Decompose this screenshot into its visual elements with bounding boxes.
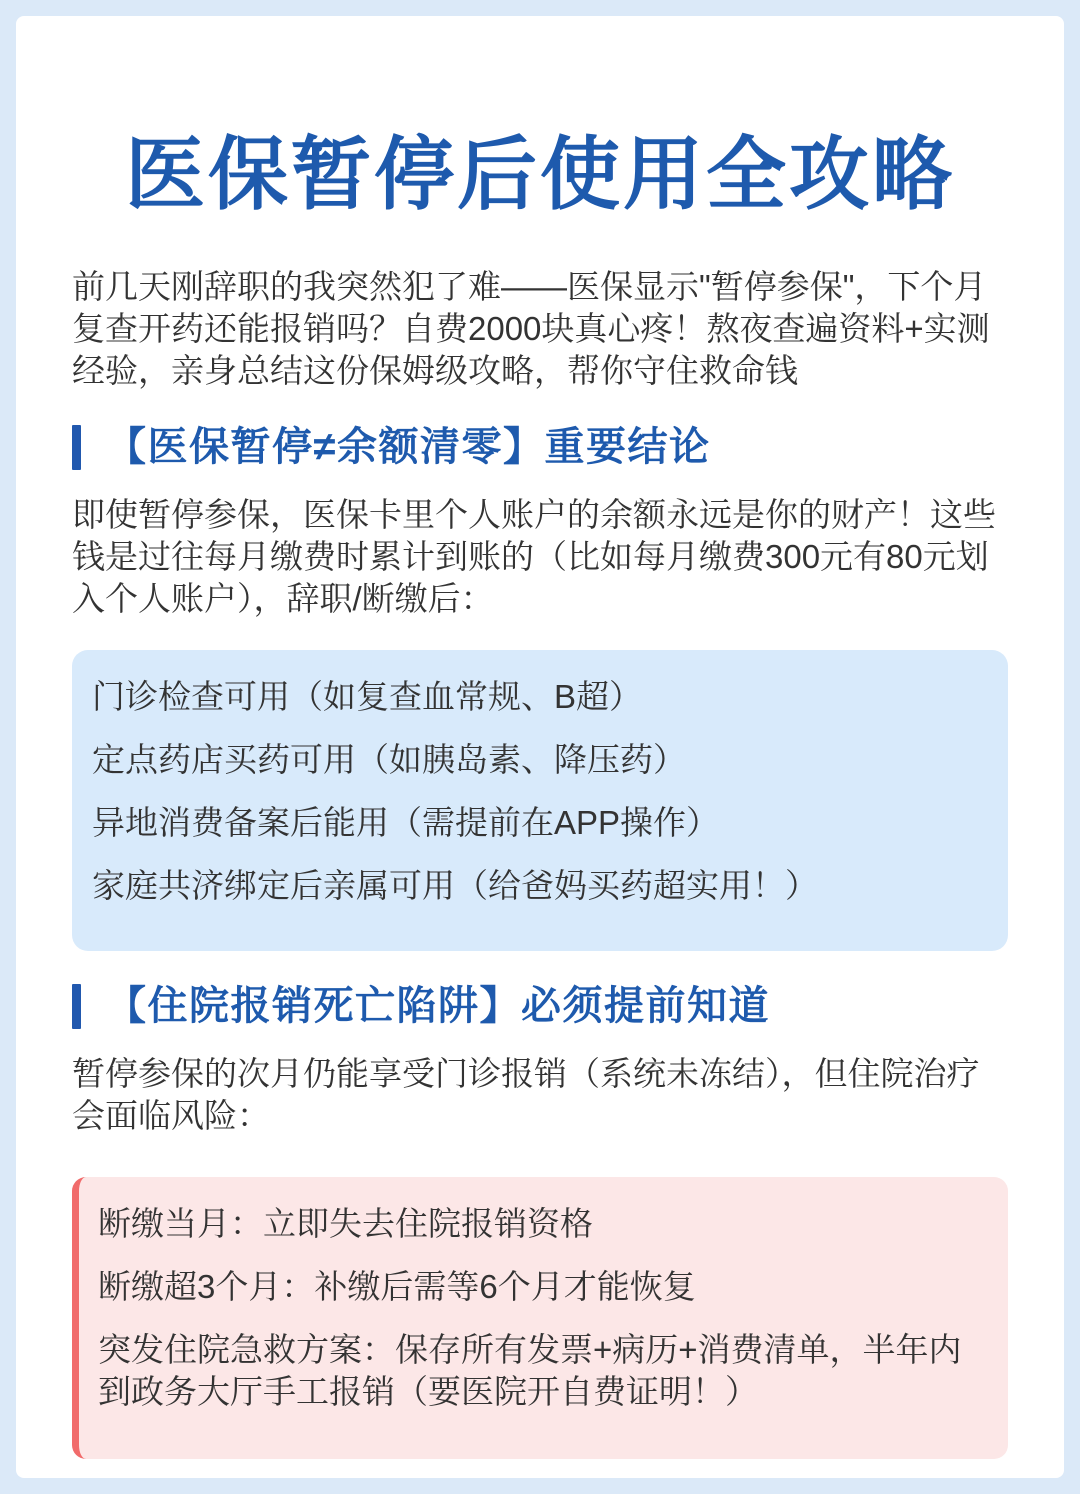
section-header (72, 423, 1008, 471)
list-item: 突发住院急救方案：保存所有发票+病历+消费清单，半年内到政务大厅手工报销（要医院开自费证明！） (98, 1331, 962, 1410)
content-card (16, 16, 1064, 1478)
benefits-info-box (72, 650, 1008, 951)
list-item: 门诊检查可用（如复查血常规、B超） (92, 678, 643, 715)
section-header (72, 982, 1008, 1030)
intro-paragraph: 前几天刚辞职的我突然犯了难——医保显示"暂停参保"，下个月复查开药还能报销吗？自费2000块真心疼！熬夜查遍资料+实测经验，亲身总结这份保姆级攻略，帮你守住救命钱 (72, 268, 990, 389)
accent-bar (72, 425, 81, 470)
section-balance-conclusion (72, 423, 1008, 951)
list-item: 异地消费备案后能用（需提前在APP操作） (92, 804, 720, 841)
section-heading: 【住院报销死亡陷阱】必须提前知道 (106, 984, 770, 1028)
list-item: 断缴当月：立即失去住院报销资格 (98, 1205, 593, 1242)
accent-bar (72, 984, 81, 1029)
risk-warning-box (72, 1177, 1008, 1459)
section-heading: 【医保暂停≠余额清零】重要结论 (106, 425, 711, 469)
section-paragraph: 暂停参保的次月仍能享受门诊报销（系统未冻结），但住院治疗会面临风险： (72, 1055, 980, 1134)
section-hospital-trap (72, 982, 1008, 1459)
list-item: 断缴超3个月：补缴后需等6个月才能恢复 (98, 1268, 696, 1305)
list-item: 定点药店买药可用（如胰岛素、降压药） (92, 741, 686, 778)
list-item: 家庭共济绑定后亲属可用（给爸妈买药超实用！） (92, 867, 818, 904)
page-title: 医保暂停后使用全攻略 (125, 130, 955, 219)
section-paragraph: 即使暂停参保，医保卡里个人账户的余额永远是你的财产！这些钱是过往每月缴费时累计到账的（比如每月缴费300元有80元划入个人账户），辞职/断缴后： (72, 496, 996, 617)
